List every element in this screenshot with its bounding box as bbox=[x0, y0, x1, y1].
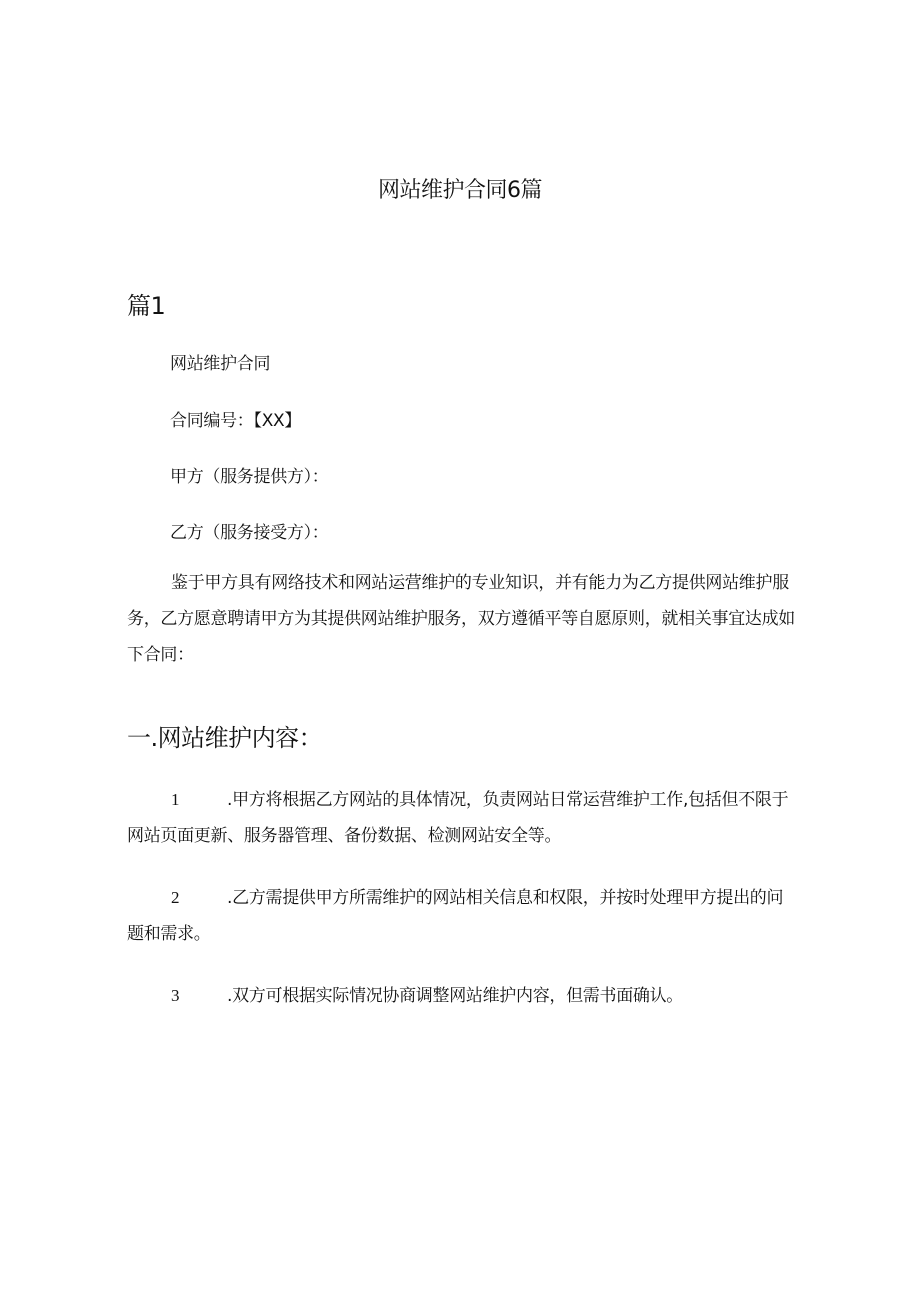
list-item-number: 2 bbox=[171, 888, 180, 907]
document-title: 网站维护合同6篇 bbox=[378, 178, 542, 203]
contract-name: 网站维护合同 bbox=[170, 354, 271, 374]
party-b-line: 乙方（服务接受方）： bbox=[170, 523, 329, 543]
list-item-text: .甲方将根据乙方网站的具体情况，负责网站日常运营维护工作,包括但不限于网站页面更新、服务器管理、备份数据、检测网站安全等。 bbox=[127, 790, 789, 846]
section-heading-1: 一.网站维护内容： bbox=[127, 724, 323, 752]
list-item-text: .双方可根据实际情况协商调整网站维护内容，但需书面确认。 bbox=[227, 986, 684, 1006]
list-item-text: .乙方需提供甲方所需维护的网站相关信息和权限，并按时处理甲方提出的问题和需求。 bbox=[127, 888, 784, 944]
contract-number: 合同编号：【XX】 bbox=[170, 411, 302, 431]
list-item bbox=[127, 978, 797, 1014]
preamble-paragraph: 鉴于甲方具有网络技术和网站运营维护的专业知识，并有能力为乙方提供网站维护服务，乙方愿意聘请甲方为其提供网站维护服务，双方遵循平等自愿原则，就相关事宜达成如下合同： bbox=[127, 573, 795, 665]
list-item-number: 1 bbox=[171, 790, 180, 809]
list-item bbox=[127, 880, 797, 952]
part-heading: 篇1 bbox=[127, 292, 166, 320]
party-a-line: 甲方（服务提供方）： bbox=[170, 467, 329, 487]
list-item-number: 3 bbox=[171, 986, 180, 1005]
list-item bbox=[127, 782, 797, 854]
